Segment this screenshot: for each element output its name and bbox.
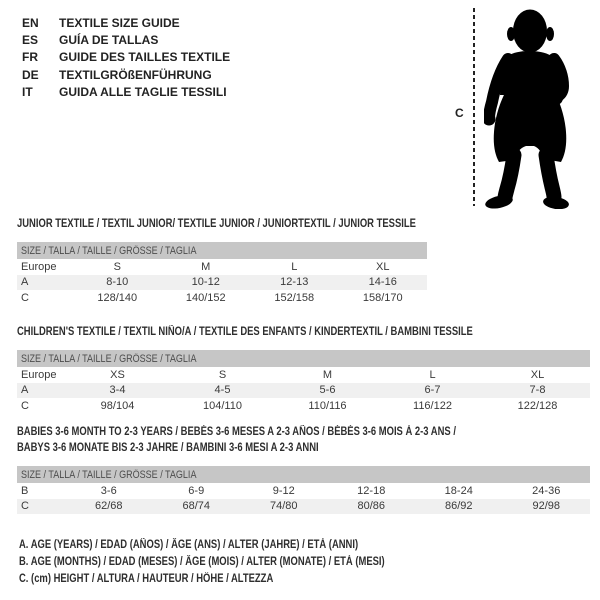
table-title-line bbox=[17, 324, 590, 340]
size-header-row bbox=[17, 242, 427, 259]
size-header-row bbox=[17, 350, 590, 367]
language-row bbox=[22, 67, 230, 84]
size-header-text: SIZE / TALLA / TAILLE / GRÖSSE / TAGLIA bbox=[21, 244, 197, 257]
cell-value: 92/98 bbox=[503, 499, 591, 515]
cell-value: S bbox=[113, 260, 121, 273]
cell-value: XL bbox=[530, 368, 545, 381]
table-title-text: JUNIOR TEXTILE / TEXTIL JUNIOR/ TEXTILE JUNIOR / JUNIORTEXTIL / JUNIOR TESSILE bbox=[17, 218, 416, 230]
cell-value: 98/104 bbox=[100, 399, 135, 412]
language-row bbox=[22, 15, 230, 32]
size-table-section bbox=[17, 216, 503, 306]
row-label: B bbox=[21, 484, 29, 497]
toddler-silhouette-icon bbox=[484, 7, 574, 209]
cell-value: 104/110 bbox=[203, 399, 242, 412]
size-table bbox=[17, 350, 590, 414]
table-row bbox=[17, 383, 590, 399]
table-title bbox=[17, 216, 503, 232]
cell-value: L bbox=[291, 260, 298, 273]
cell-value: 80/86 bbox=[328, 499, 416, 515]
table-row bbox=[17, 499, 590, 515]
size-header-text: SIZE / TALLA / TAILLE / GRÖSSE / TAGLIA bbox=[21, 468, 197, 481]
language-code: DE bbox=[22, 67, 39, 82]
size-table-section bbox=[17, 324, 590, 414]
table-title-line bbox=[17, 424, 590, 440]
table-title bbox=[17, 324, 590, 340]
footnote-line bbox=[19, 554, 465, 571]
size-header-text: SIZE / TALLA / TAILLE / GRÖSSE / TAGLIA bbox=[21, 352, 197, 365]
language-title: GUÍA DE TALLAS bbox=[59, 33, 159, 48]
table-row bbox=[17, 259, 427, 275]
cell-value: M bbox=[201, 260, 211, 273]
height-measure-line bbox=[473, 8, 475, 206]
table-row bbox=[17, 275, 427, 291]
cell-value: 3-4 bbox=[65, 383, 170, 399]
row-label: A bbox=[17, 275, 73, 291]
table-row bbox=[17, 483, 590, 499]
cell-value: 8-10 bbox=[73, 275, 162, 291]
language-title: TEXTILE SIZE GUIDE bbox=[59, 16, 180, 30]
language-code: IT bbox=[22, 84, 33, 99]
size-header-row bbox=[17, 466, 590, 483]
table-title-line bbox=[17, 440, 590, 456]
cell-value: 3-6 bbox=[100, 484, 117, 497]
row-label: Europe bbox=[21, 368, 57, 381]
cell-value: 158/170 bbox=[362, 291, 403, 304]
table-title-line bbox=[17, 216, 503, 232]
language-row bbox=[22, 84, 230, 101]
row-label: A bbox=[17, 383, 65, 399]
cell-value: 86/92 bbox=[415, 499, 503, 515]
size-header-cell bbox=[17, 350, 590, 367]
footnote-line bbox=[19, 571, 465, 588]
footnotes bbox=[19, 537, 465, 588]
language-row bbox=[22, 49, 230, 66]
cell-value: 9-12 bbox=[272, 484, 295, 497]
cell-value: XS bbox=[110, 368, 125, 381]
cell-value: 12-13 bbox=[250, 275, 339, 291]
footnote-line bbox=[19, 537, 465, 554]
cell-value: 62/68 bbox=[65, 499, 153, 515]
cell-value: 74/80 bbox=[240, 499, 328, 515]
table-title-text: BABYS 3-6 MONATE BIS 2-3 JAHRE / BAMBINI 3-6 MESI A 2-3 ANNI bbox=[17, 442, 319, 454]
size-header-cell bbox=[17, 242, 427, 259]
language-code: FR bbox=[22, 50, 38, 65]
table-row bbox=[17, 398, 590, 414]
language-title: GUIDE DES TAILLES TEXTILE bbox=[59, 50, 231, 65]
cell-value: 68/74 bbox=[153, 499, 241, 515]
cell-value: 110/116 bbox=[308, 399, 347, 412]
row-label: C bbox=[17, 499, 65, 515]
cell-value: 10-12 bbox=[162, 275, 251, 291]
language-title: GUIDA ALLE TAGLIE TESSILI bbox=[59, 84, 227, 99]
size-header-cell bbox=[17, 466, 590, 483]
cell-value: 128/140 bbox=[97, 291, 138, 304]
cell-value: 18-24 bbox=[444, 484, 473, 497]
cell-value: 7-8 bbox=[485, 383, 590, 399]
cell-value: 152/158 bbox=[274, 291, 315, 304]
language-title: TEXTILGRÖßENFÜHRUNG bbox=[59, 67, 212, 82]
table-row bbox=[17, 290, 427, 306]
cell-value: 116/122 bbox=[413, 399, 452, 412]
cell-value: S bbox=[218, 368, 227, 381]
cell-value: 14-16 bbox=[339, 275, 428, 291]
table-title-text: BABIES 3-6 MONTH TO 2-3 YEARS / BEBÉS 3-6 MESES A 2-3 AÑOS / BÉBÉS 3-6 MOIS À 2-3 ANS / bbox=[17, 426, 456, 438]
language-code: ES bbox=[22, 33, 39, 48]
cell-value: 6-9 bbox=[188, 484, 205, 497]
cell-value: 4-5 bbox=[170, 383, 275, 399]
cell-value: L bbox=[429, 368, 436, 381]
language-title-list bbox=[22, 15, 230, 101]
cell-value: 12-18 bbox=[357, 484, 386, 497]
size-table-section bbox=[17, 424, 590, 514]
cell-value: 24-36 bbox=[532, 484, 561, 497]
cell-value: 122/128 bbox=[517, 399, 558, 412]
table-title-text: CHILDREN'S TEXTILE / TEXTIL NIÑO/A / TEXTILE DES ENFANTS / KINDERTEXTIL / BAMBINI TESSILE bbox=[17, 326, 473, 338]
language-row bbox=[22, 32, 230, 49]
cell-value: XL bbox=[376, 260, 390, 273]
size-table bbox=[17, 242, 427, 306]
cell-value: 140/152 bbox=[185, 291, 226, 304]
row-label: Europe bbox=[21, 260, 57, 273]
row-label: C bbox=[21, 399, 29, 412]
size-table bbox=[17, 466, 590, 514]
table-title bbox=[17, 424, 590, 456]
language-code: EN bbox=[22, 16, 39, 30]
footnote-text: A. AGE (YEARS) / EDAD (AÑOS) / ÂGE (ANS) / ALTER (JAHRE) / ETÀ (ANNI) bbox=[19, 539, 359, 551]
height-label: C bbox=[455, 106, 464, 120]
table-row bbox=[17, 367, 590, 383]
footnote-text: B. AGE (MONTHS) / EDAD (MESES) / ÂGE (MOIS) / ALTER (MONATE) / ETÀ (MESI) bbox=[19, 556, 385, 568]
row-label: C bbox=[21, 291, 29, 304]
cell-value: 5-6 bbox=[275, 383, 380, 399]
cell-value: 6-7 bbox=[380, 383, 485, 399]
cell-value: M bbox=[322, 368, 333, 381]
footnote-text: C. (cm) HEIGHT / ALTURA / HAUTEUR / HÖHE / ALTEZZA bbox=[19, 573, 274, 585]
